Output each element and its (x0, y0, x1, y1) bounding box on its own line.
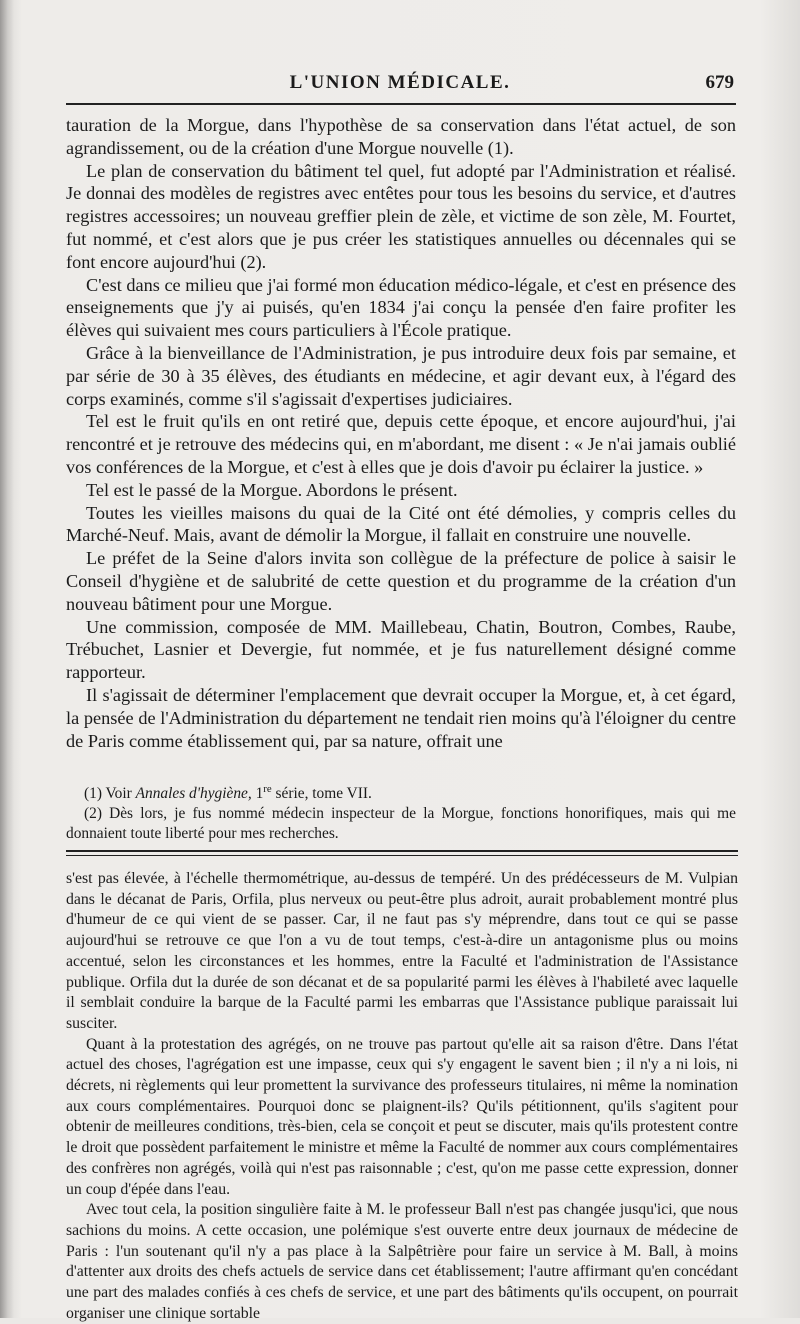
footnote-1-suffix: série, tome VII. (275, 785, 372, 802)
footnote-1-ordinal-sup: re (263, 782, 272, 795)
lower-article (66, 869, 738, 1324)
paragraph: Avec tout cela, la position singulière faite à M. le professeur Ball n'est pas changée jusqu'ici, que nous sachions du moins. A cette occasion, une polémique s'est ouverte entre deux journaux de médecine de Paris : l'un soutenant qu'il n'y a pas place à la Salpêtrière pour faire un service à M. Ball, à moins d'attenter aux droits des chefs actuels de service dans cet établissement; l'autre affirmant qu'en concédant une part des malades confiés à ces chefs de service, et une part des bâtiments qu'ils occupent, on pourrait organiser une clinique sortable (66, 1201, 738, 1322)
page-number: 679 (705, 72, 734, 93)
paragraph: Grâce à la bienveillance de l'Administration, je pus introduire deux fois par semaine, et par série de 30 à 35 élèves, des étudiants en médecine, et agir devant eux, à l'égard des corps examinés, comme s'il s'agissait d'expertises judiciaires. (66, 342, 736, 409)
paragraph: Toutes les vieilles maisons du quai de la Cité ont été démolies, y compris celles du Marché-Neuf. Mais, avant de démolir la Morgue, il fallait en construire une nouvelle. (66, 502, 736, 546)
paragraph: Une commission, composée de MM. Maillebeau, Chatin, Boutron, Combes, Raube, Trébuchet, Lasnier et Devergie, fut nommée, et je fus naturellement désigné comme rapporteur. (66, 616, 736, 683)
paragraph: Tel est le fruit qu'ils en ont retiré que, depuis cette époque, et encore aujourd'hui, j'ai rencontré et je retrouve des médecins qui, en m'abordant, me disent : « Je n'ai jamais oublié vos conférences de la Morgue, et c'est à elles que je dois d'avoir pu éclairer la justice. » (66, 411, 736, 477)
paragraph: Le plan de conservation du bâtiment tel quel, fut adopté par l'Administration et réalisé. Je donnai des modèles de registres avec entêtes pour tous les besoins du service, et d'autres registres accessoires; un nouveau greffier plein de zèle, et victime de son zèle, M. Fourtet, fut nommé, et c'est alors que je pus créer les statistiques annuelles ou décennales qui se font encore aujourd'hui (2). (66, 160, 736, 272)
footnote-1 (66, 784, 736, 804)
page-header (66, 68, 734, 100)
paragraph: s'est pas élevée, à l'échelle thermométrique, au-dessus de tempéré. Un des prédécesseurs de M. Vulpian dans le décanat de Paris, Orfila, plus nerveux ou peut-être plus adroit, aurait probablement montré plus d'humeur de ce qui vient de se passer. Car, il ne faut pas s'y méprendre, dans tout ce qui se passe aujourd'hui se retrouve ce que l'on a vu de tout temps, c'est-à-dire un antagonisme plus ou moins accentué, selon les circonstances et les hommes, entre la Faculté et l'administration de l'Assistance publique. Orfila dut la durée de son décanat et de sa popularité parmi les élèves à l'habileté avec laquelle il semblait conduire la barque de la Faculté parmi les embarras que l'Assistance publique paraissait lui susciter. (66, 870, 738, 1032)
paragraph: Il s'agissait de déterminer l'emplacement que devrait occuper la Morgue, et, à cet égard, la pensée de l'Administration du département ne tendait rien moins qu'à l'éloigner du centre de Paris comme établissement qui, par sa nature, offrait une (66, 684, 736, 751)
footnote-2: (2) Dès lors, je fus nommé médecin inspecteur de la Morgue, fonctions honorifiques, mais qui me donnaient toute liberté pour mes recherches. (66, 805, 736, 842)
footnote-1-title: Annales d'hygiène, (135, 785, 252, 802)
running-title: L'UNION MÉDICALE. (289, 72, 511, 93)
section-divider-thin (66, 855, 738, 856)
paragraph: C'est dans ce milieu que j'ai formé mon éducation médico-légale, et c'est en présence des enseignements que j'y ai puisés, qu'en 1834 j'ai conçu la pensée d'en faire profiter les élèves qui suivaient mes cours particuliers à l'École pratique. (66, 274, 736, 341)
footnotes (66, 784, 736, 844)
section-divider-thick (66, 850, 738, 852)
upper-article (66, 114, 736, 752)
footnote-1-ordinal: 1 (255, 785, 264, 802)
binding-shadow (0, 0, 14, 1318)
paragraph: tauration de la Morgue, dans l'hypothèse de sa conservation dans l'état actuel, de son agrandissement, ou de la création d'une Morgue nouvelle (1). (66, 115, 736, 158)
paragraph: Le préfet de la Seine d'alors invita son collègue de la préfecture de police à saisir le Conseil d'hygiène et de salubrité de cette question et du programme de la création d'un nouveau bâtiment pour une Morgue. (66, 548, 736, 614)
paragraph: Quant à la protestation des agrégés, on ne trouve pas partout qu'elle ait sa raison d'être. Dans l'état actuel des choses, l'agrégation est une impasse, ceux qui s'y engagent le savent bien ; il n'y a ni lois, ni décrets, ni règlements qui leur promettent la survivance des professeurs titulaires, ni même la nomination aux cours complémentaires. Pourquoi donc se plaignent-ils? Qu'ils pétitionnent, qu'ils s'agitent pour obtenir de meilleures conditions, très-bien, cela se conçoit et peut se discuter, mais qu'ils protestent contre le droit que possèdent parfaitement le ministre et même la Faculté de nommer aux cours complémentaires des confrères non agrégés, voilà qui n'est pas raisonnable ; c'est, qu'on me passe cette expression, donner un coup d'épée dans l'eau. (66, 1035, 738, 1198)
footnote-1-prefix: (1) Voir (84, 785, 132, 802)
header-rule (66, 103, 736, 105)
paragraph: Tel est le passé de la Morgue. Abordons le présent. (86, 479, 458, 500)
